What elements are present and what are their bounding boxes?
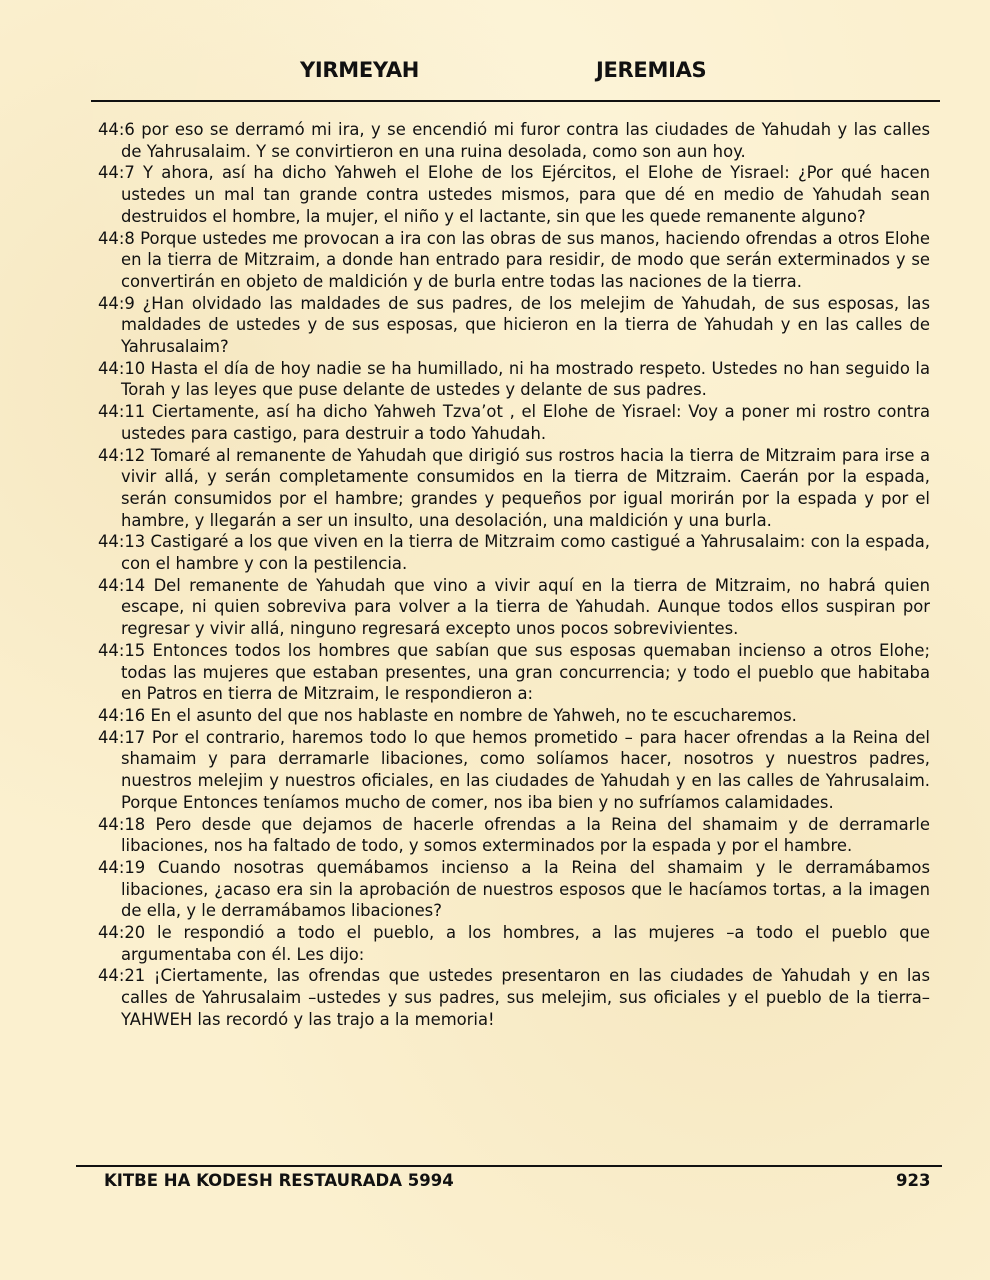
verse-44-18: 44:18 Pero desde que dejamos de hacerle ofrendas a la Reina del shamaim y de derramarle libaciones, nos ha faltado de todo, y somos exterminados por la espada y por el hambre. [98,814,930,856]
verse-44-8: 44:8 Porque ustedes me provocan a ira con las obras de sus manos, haciendo ofrendas a otros Elohe en la tierra de Mitzraim, a donde han entrado para residir, de modo que serán exterminados y se convertirán en objeto de maldición y de burla entre todas las naciones de la tierra. [98,228,930,291]
verse-44-9: 44:9 ¿Han olvidado las maldades de sus padres, de los melejim de Yahudah, de sus esposas, las maldades de ustedes y de sus esposas, que hicieron en la tierra de Yahudah y en las calles de Yahrusalaim? [98,293,930,357]
verse-44-12: 44:12 Tomaré al remanente de Yahudah que dirigió sus rostros hacia la tierra de Mitzraim para irse a vivir allá, y serán completamente consumidos en la tierra de Mitzraim. Caerán por la espada, serán consumidos por el hambre; grandes y pequeños por igual morirán por la espada y por el hambre, y llegarán a ser un insulto, una desolación, una maldición y una burla. [98,445,930,530]
page-header [0,58,990,92]
verse-44-11: 44:11 Ciertamente, así ha dicho Yahweh Tzva’ot , el Elohe de Yisrael: Voy a poner mi rostro contra ustedes para castigo, para destruir a todo Yahudah. [98,402,930,443]
header-title-spanish: JEREMIAS [596,58,707,82]
verse-44-16: 44:16 En el asunto del que nos hablaste en nombre de Yahweh, no te escucharemos. [98,705,797,725]
verse-44-21: 44:21 ¡Ciertamente, las ofrendas que ustedes presentaron en las ciudades de Yahudah y en las calles de Yahrusalaim –ustedes y sus padres, sus melejim, sus oficiales y el pueblo de la tierra– YAHWEH las recordó y las trajo a la memoria! [98,966,930,1029]
verse-44-13: 44:13 Castigaré a los que viven en la tierra de Mitzraim como castigué a Yahrusalaim: con la espada, con el hambre y con la pestilencia. [98,532,930,574]
verse-44-7: 44:7 Y ahora, así ha dicho Yahweh el Elohe de los Ejércitos, el Elohe de Yisrael: ¿Por qué hacen ustedes un mal tan grande contra ustedes mismos, para que dé en medio de Yahudah sean destruidos el hombre, la mujer, el niño y el lactante, sin que les quede remanente alguno? [98,163,930,226]
verse-44-6: 44:6 por eso se derramó mi ira, y se encendió mi furor contra las ciudades de Yahudah y las calles de Yahrusalaim. Y se convirtieron en una ruina desolada, como son aun hoy. [98,120,930,161]
header-title-hebrew: YIRMEYAH [300,58,420,82]
verse-list [98,119,930,1031]
verse-44-15: 44:15 Entonces todos los hombres que sabían que sus esposas quemaban incienso a otros Elohe; todas las mujeres que estaban presentes, una gran concurrencia; y todo el pueblo que habitaba en Patros en tierra de Mitzraim, le respondieron a: [98,640,930,704]
footer-divider [76,1165,942,1167]
page-number: 923 [896,1171,931,1190]
footer-book-title: KITBE HA KODESH RESTAURADA 5994 [104,1171,454,1190]
header-divider [91,100,940,102]
verse-44-10: 44:10 Hasta el día de hoy nadie se ha humillado, ni ha mostrado respeto. Ustedes no han seguido la Torah y las leyes que puse delante de ustedes y delante de sus padres. [98,358,930,400]
verse-44-17: 44:17 Por el contrario, haremos todo lo que hemos prometido – para hacer ofrendas a la Reina del shamaim y para derramarle libaciones, como solíamos hacer, nosotros y nuestros padres, nuestros melejim y nuestros oficiales, en las ciudades de Yahudah y en las calles de Yahrusalaim. Porque Entonces teníamos mucho de comer, nos iba bien y no sufríamos calamidades. [98,727,930,812]
verse-44-19: 44:19 Cuando nosotras quemábamos incienso a la Reina del shamaim y le derramábamos libaciones, ¿acaso era sin la aprobación de nuestros esposos que le hacíamos tortas, a la imagen de ella, y le derramábamos libaciones? [98,857,930,921]
verse-44-20: 44:20 le respondió a todo el pueblo, a los hombres, a las mujeres –a todo el pueblo que argumentaba con él. Les dijo: [98,923,930,964]
verse-44-14: 44:14 Del remanente de Yahudah que vino a vivir aquí en la tierra de Mitzraim, no habrá quien escape, ni quien sobreviva para volver a la tierra de Yahudah. Aunque todos ellos suspiran por regresar y vivir allá, ninguno regresará excepto unos pocos sobrevivientes. [98,575,930,639]
